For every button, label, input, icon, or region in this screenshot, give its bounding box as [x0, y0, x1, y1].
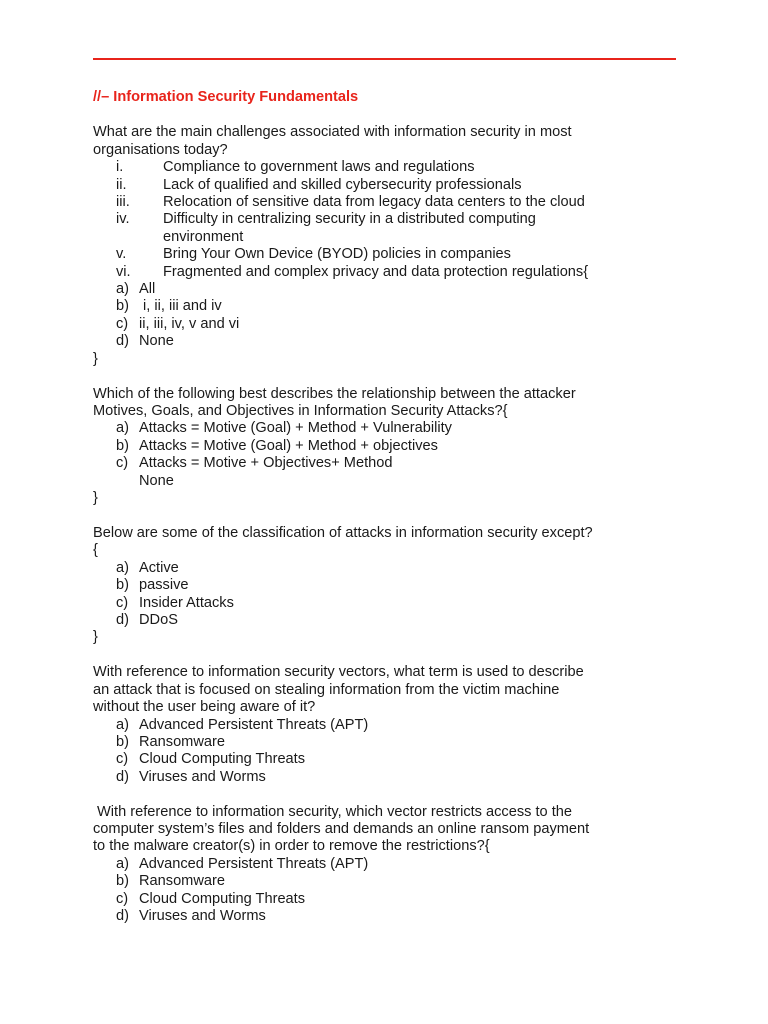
list-item: i. Compliance to government laws and regulations: [116, 159, 475, 176]
question-1: [93, 124, 683, 368]
option-item: c) Attacks = Motive + Objectives+ Method: [116, 455, 393, 472]
option-list: [93, 420, 683, 490]
question-2: [93, 386, 683, 508]
option-list: [93, 281, 683, 351]
list-item: v. Bring Your Own Device (BYOD) policies in companies: [116, 246, 511, 263]
option-list: [93, 560, 683, 630]
question-3: [93, 525, 683, 647]
closing-brace: }: [93, 490, 98, 507]
option-item: b) Attacks = Motive (Goal) + Method + objectives: [116, 437, 438, 454]
option-item: c) Cloud Computing Threats: [116, 890, 306, 907]
option-list: [93, 717, 683, 787]
option-item: d) Viruses and Worms: [116, 768, 266, 785]
section-heading: //– Information Security Fundamentals: [93, 89, 359, 105]
question-stem: With reference to information security, which vector restricts access to the computer system’s files and folders and demands an online ransom payment to the malware creator(s) in order to remove the restrictions?{: [93, 803, 590, 855]
question-stem: Which of the following best describes the relationship between the attacker Motives, Goals, and Objectives in Information Security Attacks?{: [93, 385, 576, 419]
option-item: c) Insider Attacks: [116, 594, 234, 611]
list-item: ii. Lack of qualified and skilled cybersecurity professionals: [116, 176, 522, 193]
list-item: iii. Relocation of sensitive data from legacy data centers to the cloud: [116, 194, 585, 211]
option-item: a) Advanced Persistent Threats (APT): [116, 716, 369, 733]
option-item: b) Ransomware: [116, 733, 225, 750]
option-item: c) Cloud Computing Threats: [116, 751, 306, 768]
option-item: a) All: [116, 281, 156, 298]
option-item: b) Ransomware: [116, 873, 225, 890]
closing-brace: }: [93, 350, 98, 367]
option-item: a) Advanced Persistent Threats (APT): [116, 855, 369, 872]
question-stem: Below are some of the classification of attacks in information security except?: [93, 524, 593, 541]
option-item: d) DDoS: [116, 611, 178, 628]
list-item: vi. Fragmented and complex privacy and data protection regulations{: [116, 263, 589, 280]
option-item: None: [139, 472, 174, 489]
opening-brace: {: [93, 542, 98, 559]
option-item: d) None: [116, 333, 174, 350]
option-item: b) passive: [116, 577, 189, 594]
question-5: [93, 804, 683, 926]
question-stem: What are the main challenges associated with information security in most organisations today?: [93, 124, 572, 158]
option-item: d) Viruses and Worms: [116, 908, 266, 925]
header-rule: [93, 58, 676, 60]
closing-brace: }: [93, 629, 98, 646]
option-item: a) Active: [116, 559, 179, 576]
option-list: [93, 856, 683, 926]
roman-list: [93, 159, 683, 281]
document-body: [93, 89, 683, 925]
question-stem: With reference to information security vectors, what term is used to describe an attack that is focused on stealing information from the victim machine without the user being aware of it?: [93, 664, 584, 716]
option-item: a) Attacks = Motive (Goal) + Method + Vulnerability: [116, 420, 452, 437]
option-item: b) i, ii, iii and iv: [116, 298, 222, 315]
list-item: iv. Difficulty in centralizing security in a distributed computing environment: [116, 211, 536, 245]
option-item: c) ii, iii, iv, v and vi: [116, 315, 240, 332]
question-4: [93, 664, 683, 786]
